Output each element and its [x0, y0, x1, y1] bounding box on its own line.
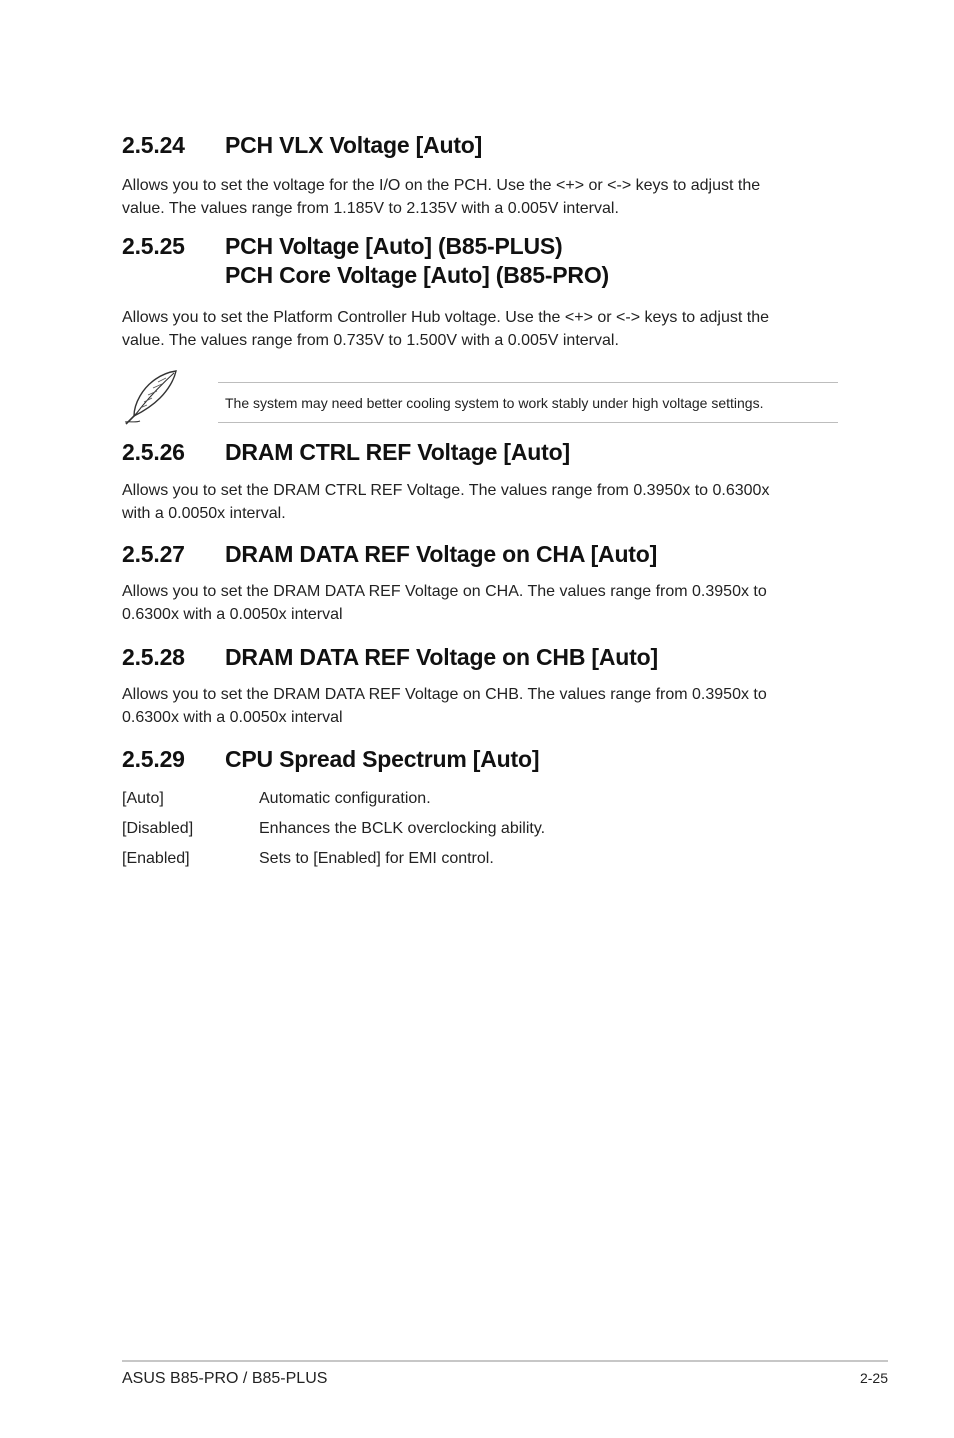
paragraph-line: with a 0.0050x interval. — [122, 505, 286, 522]
section-cpu-spread-spectrum — [122, 745, 832, 774]
note-text: The system may need better cooling system to work stably under high voltage settings. — [225, 395, 764, 411]
paragraph-line: value. The values range from 1.185V to 2.135V with a 0.005V interval. — [122, 200, 619, 217]
section-heading — [122, 131, 832, 160]
section-number: 2.5.25 — [122, 233, 185, 259]
option-description: Sets to [Enabled] for EMI control. — [259, 850, 494, 867]
section-heading — [122, 540, 832, 569]
section-pch-voltage — [122, 232, 832, 352]
section-number: 2.5.28 — [122, 644, 185, 670]
option-key: [Enabled] — [122, 850, 190, 867]
section-description — [122, 479, 832, 525]
page-footer — [122, 1360, 888, 1387]
note-top-rule — [218, 382, 838, 383]
section-heading — [122, 745, 832, 774]
paragraph-line: value. The values range from 0.735V to 1.500V with a 0.005V interval. — [122, 332, 619, 349]
section-number: 2.5.24 — [122, 132, 185, 158]
option-row — [122, 788, 545, 818]
note-bottom-rule — [218, 422, 838, 423]
section-title: DRAM DATA REF Voltage on CHA [Auto] — [225, 541, 658, 567]
paragraph-line: Allows you to set the DRAM DATA REF Voltage on CHB. The values range from 0.3950x to — [122, 686, 767, 703]
footer-product-name: ASUS B85-PRO / B85-PLUS — [122, 1370, 328, 1387]
section-description — [122, 306, 832, 352]
option-table — [122, 788, 545, 878]
paragraph-line: Allows you to set the voltage for the I/O on the PCH. Use the <+> or <-> keys to adjust the — [122, 177, 761, 194]
section-title: PCH Voltage [Auto] (B85-PLUS) — [225, 233, 563, 259]
section-title-secondary: PCH Core Voltage [Auto] (B85-PRO) — [225, 262, 609, 288]
section-heading — [122, 438, 832, 467]
section-dram-ctrl-ref-voltage — [122, 438, 832, 525]
paragraph-line: 0.6300x with a 0.0050x interval — [122, 606, 343, 623]
section-dram-data-ref-chb — [122, 643, 832, 729]
section-number: 2.5.29 — [122, 746, 185, 772]
option-row — [122, 848, 545, 878]
section-title: DRAM DATA REF Voltage on CHB [Auto] — [225, 644, 658, 670]
section-number: 2.5.27 — [122, 541, 185, 567]
option-description: Automatic configuration. — [259, 790, 431, 807]
section-title: PCH VLX Voltage [Auto] — [225, 132, 483, 158]
section-pch-vlx-voltage — [122, 131, 832, 220]
paragraph-line: Allows you to set the DRAM CTRL REF Voltage. The values range from 0.3950x to 0.6300x — [122, 482, 770, 499]
section-heading — [122, 232, 832, 290]
section-title: DRAM CTRL REF Voltage [Auto] — [225, 439, 570, 465]
paragraph-line: Allows you to set the DRAM DATA REF Voltage on CHA. The values range from 0.3950x to — [122, 583, 767, 600]
section-description — [122, 174, 832, 220]
page-number: 2-25 — [859, 1370, 888, 1386]
section-heading — [122, 643, 832, 672]
option-row — [122, 818, 545, 848]
section-description — [122, 683, 832, 729]
section-title: CPU Spread Spectrum [Auto] — [225, 746, 540, 772]
option-description: Enhances the BCLK overclocking ability. — [259, 820, 546, 837]
section-description — [122, 580, 832, 626]
section-number: 2.5.26 — [122, 439, 185, 465]
note-callout — [122, 368, 838, 424]
option-key: [Auto] — [122, 790, 164, 807]
feather-pen-icon — [122, 368, 180, 426]
paragraph-line: 0.6300x with a 0.0050x interval — [122, 709, 343, 726]
option-key: [Disabled] — [122, 820, 194, 837]
section-dram-data-ref-cha — [122, 540, 832, 626]
paragraph-line: Allows you to set the Platform Controller Hub voltage. Use the <+> or <-> keys to adjust the — [122, 309, 769, 326]
